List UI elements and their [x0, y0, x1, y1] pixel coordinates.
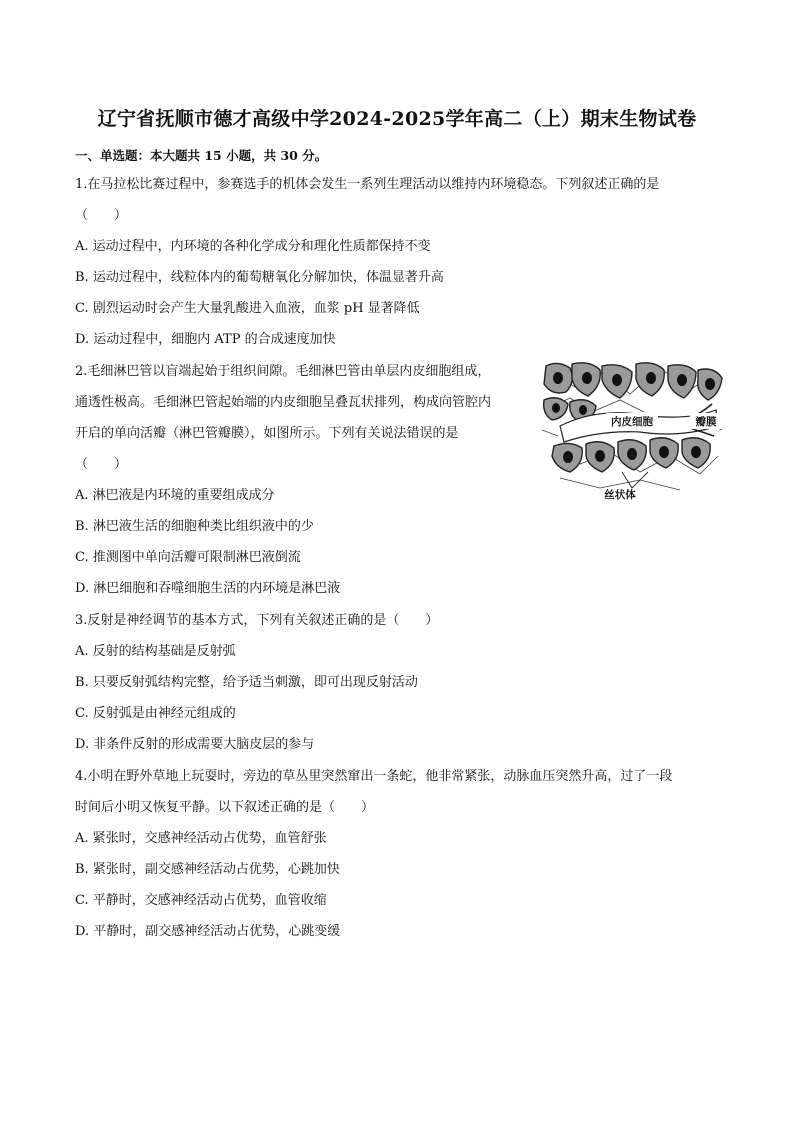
q3-option-a: A. 反射的结构基础是反射弧 — [75, 644, 236, 659]
filament-pointer — [622, 472, 632, 488]
q2-option-c: C. 推测图中单向活瓣可限制淋巴液倒流 — [75, 550, 301, 565]
q2-option-b: B. 淋巴液生活的细胞种类比组织液中的少 — [75, 519, 314, 534]
q2-stem-line-3: 开启的单向活瓣（淋巴管瓣膜），如图所示。下列有关说法错误的是 — [75, 426, 459, 441]
q4-option-b: B. 紧张时，副交感神经活动占优势，心跳加快 — [75, 862, 340, 877]
q4-option-a: A. 紧张时，交感神经活动占优势，血管舒张 — [75, 831, 327, 846]
lymph-capillary-diagram — [540, 360, 724, 500]
section-heading: 一、单选题：本大题共 15 小题，共 30 分。 — [75, 148, 328, 163]
valve-label: 瓣膜 — [695, 416, 717, 428]
q1-option-b: B. 运动过程中，线粒体内的葡萄糖氧化分解加快，体温显著升高 — [75, 270, 444, 285]
page-title: 辽宁省抚顺市德才高级中学2024-2025学年高二（上）期末生物试卷 — [97, 108, 697, 130]
q2-stem-line-4: （ ） — [75, 457, 128, 472]
q1-stem-line-2: （ ） — [75, 208, 128, 223]
q1-stem-line-1: 1.在马拉松比赛过程中，参赛选手的机体会发生一系列生理活动以维持内环境稳态。下列叙述正确的是 — [75, 177, 660, 192]
q3-option-c: C. 反射弧是由神经元组成的 — [75, 706, 236, 721]
q1-option-c: C. 剧烈运动时会产生大量乳酸进入血液，血浆 pH 显著降低 — [75, 301, 420, 316]
q1-option-d: D. 运动过程中，细胞内 ATP 的合成速度加快 — [75, 332, 336, 347]
endothelial-cell-label: 内皮细胞 — [611, 416, 653, 428]
q4-option-c: C. 平静时，交感神经活动占优势，血管收缩 — [75, 893, 327, 908]
q3-option-d: D. 非条件反射的形成需要大脑皮层的参与 — [75, 737, 315, 752]
q3-stem-line-1: 3.反射是神经调节的基本方式，下列有关叙述正确的是（ ） — [75, 613, 439, 628]
q3-option-b: B. 只要反射弧结构完整，给予适当刺激，即可出现反射活动 — [75, 675, 418, 690]
q2-stem-line-1: 2.毛细淋巴管以盲端起始于组织间隙。毛细淋巴管由单层内皮细胞组成， — [75, 364, 491, 379]
q4-stem-line-1: 4.小明在野外草地上玩耍时，旁边的草丛里突然窜出一条蛇，他非常紧张，动脉血压突然升高，过了一段 — [75, 769, 673, 784]
filament-label: 丝状体 — [604, 489, 636, 500]
lymph-capillary-figure — [540, 360, 724, 500]
q2-option-a: A. 淋巴液是内环境的重要组成成分 — [75, 488, 275, 503]
q2-option-d: D. 淋巴细胞和吞噬细胞生活的内环境是淋巴液 — [75, 581, 341, 596]
filament-pointer — [632, 472, 648, 488]
q2-stem-line-2: 通透性极高。毛细淋巴管起始端的内皮细胞呈叠瓦状排列，构成向管腔内 — [75, 395, 492, 410]
q4-option-d: D. 平静时，副交感神经活动占优势，心跳变缓 — [75, 924, 341, 939]
q4-stem-line-2: 时间后小明又恢复平静。以下叙述正确的是（ ） — [75, 800, 375, 815]
q1-option-a: A. 运动过程中，内环境的各种化学成分和理化性质都保持不变 — [75, 239, 431, 254]
